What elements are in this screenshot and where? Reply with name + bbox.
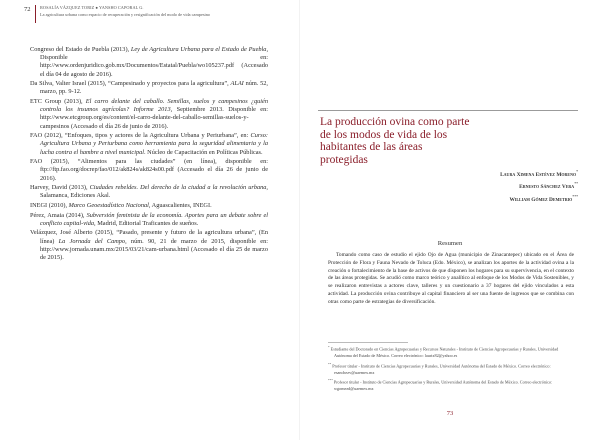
author-list xyxy=(500,168,578,205)
author-name: Ernesto Sánchez Vera** xyxy=(519,182,578,191)
author-name: Laura Ximena Estévez Moreno* xyxy=(500,170,578,178)
author-name: William Gómez Demetrio*** xyxy=(509,194,578,203)
footnote-divider xyxy=(328,342,408,343)
reference-entry: FAO (2015), “Alimentos para las ciudades” (en línea), disponible en: ftp://ftp.fao.org/docrep/fao/012/ak824s/ak824s00.pdf (Accesado el día 26 de junio de 2016). xyxy=(30,158,268,182)
left-page-number: 72 xyxy=(24,6,31,13)
running-header-title: La agricultura urbana como espacio de recuperación y resignificación del modo de vida campesino xyxy=(40,12,211,17)
footnotes xyxy=(328,344,574,394)
article-title: La producción ovina como parte de los modos de vida de los habitantes de las áreas protegidas xyxy=(320,116,470,166)
references-list xyxy=(30,46,268,264)
footnote: *** Profesor titular - Instituto de Ciencias Agropecuarias y Rurales, Universidad Autónoma del Estado de México. Correo electrónico: wgomezd@uaemex.mx xyxy=(328,378,553,392)
right-page xyxy=(300,0,600,440)
reference-entry: Pérez, Amaia (2014), Subversión feminista de la economía. Aportes para un debate sobre el conflicto capital-vida, Madrid, Editorial Traficantes de sueños. xyxy=(30,211,268,227)
article-title-block xyxy=(318,110,578,166)
reference-entry: FAO (2012), “Enfoques, tipos y actores de la Agricultura Urbana y Periurbana”, en: Curso: Agricultura Urbana y Periurbana como herramienta para la seguridad alimentaria y la lucha contra el hambre a nivel municipal. Núcleo de Capacitación en Políticas Públicas. xyxy=(30,132,268,156)
reference-entry: Da Silva, Valter Israel (2015), “Campesinado y proyectos para la agricultura”, ALAI núm. 52, marzo, pp. 9-12. xyxy=(30,80,268,96)
abstract-text: Tomando como caso de estudio el ejido Ojo de Agua (municipio de Zinacantepec) ubicado en el Área de Protección de Flora y Fauna Nevado de Toluca (Edo. México), se analizan los aportes de la actividad ovina a la creación o fortalecimiento de la base de activos de que disponen los hogares para su supervivencia, en el contexto de las áreas protegidas. Se acudió como marco teórico y analítico al enfoque de los Modos de Vida Sostenibles, y se realizaron entrevistas a actores clave, talleres y un cuestionario a 37 hogares del ejido vinculados a esta actividad. La producción ovina contribuye al capital financiero al ser una fuente de ingresos que se combina con otras como parte de estrategias de diversificación. xyxy=(328,252,574,305)
reference-entry: Harvey, David (2013), Ciudades rebeldes. Del derecho de la ciudad a la revolución urbana, Salamanca, Ediciones Akal. xyxy=(30,184,268,200)
running-header-authors: ROSALÍA VÁZQUEZ TORIZ ● YANSHO CAPORAL G. xyxy=(40,5,144,10)
reference-entry: Velázquez, José Alberto (2015), “Pasado, presente y futuro de la agricultura urbana”, (En línea) La Jornada del Campo, núm. 90, 21 de marzo de 2015, disponible en: http://www.jornada.unam.mx/2015/03/21/cam-urbana.html (Accesado el día 25 de marzo de 2015). xyxy=(30,229,268,261)
abstract-heading: Resumen xyxy=(437,240,463,247)
header-accent-bar xyxy=(35,5,36,23)
footnote: ** Profesor titular - Instituto de Ciencias Agropecuarias y Rurales, Universidad Autónoma del Estado de México. Correo electrónico: esanchezv@uaemex.mx xyxy=(328,361,551,375)
footnote: * Estudiante del Doctorado en Ciencias Agropecuarias y Recursos Naturales - Instituto de Ciencias Agropecuarias y Rurales, Universidad Autónoma del Estado de México. Correo electrónico: laurix82@yahoo.es xyxy=(328,345,559,358)
reference-entry: Congreso del Estado de Puebla (2013), Ley de Agricultura Urbana para el Estado de Puebla, Disponible en: http://www.ordenjuridico.gob.mx/Documentos/Estatal/Puebla/wo105237.pdf (Accesado el día 04 de agosto de 2016). xyxy=(30,46,269,78)
reference-entry: ETC Group (2013), El carro delante del caballo. Semillas, suelos y campesinos ¿quién controla los insumos agrícolas? Informe 2013, Septiembre 2013. Disponible en: http://www.etcgroup.org/es/content/el-carro-delante-del-caballo-semillas-suelos-y-campesinos (Accesado el día 26 de junio de 2016). xyxy=(30,98,268,130)
reference-entry: INEGI (2010), Marco Geoestadístico Nacional, Aguascalientes, INEGI. xyxy=(30,202,212,209)
right-page-number: 73 xyxy=(446,410,454,417)
